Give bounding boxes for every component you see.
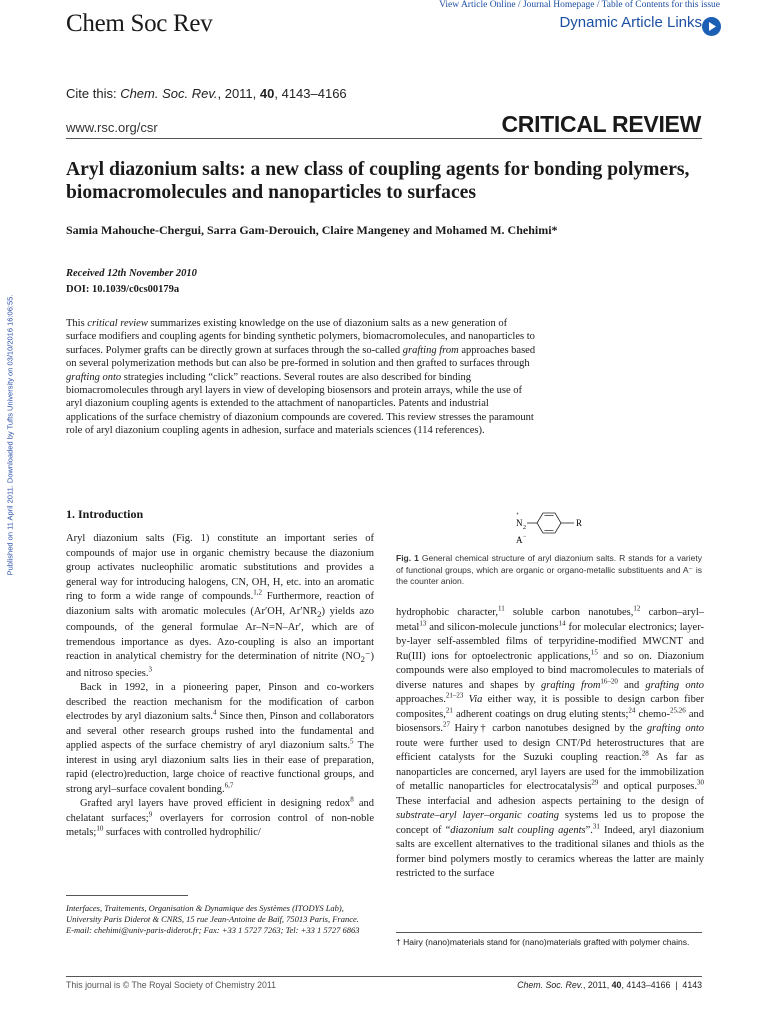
body-text: for molecular electronics; layer-by-layer self-assembled films of terpyridine-modified MWCNT and Ru(III) ions for optoelectronic applications, [396, 621, 705, 662]
intro-paragraph [66, 681, 374, 797]
journal-name: Chem Soc Rev [66, 10, 213, 37]
received-date: Received 12th November 2010 [66, 268, 197, 279]
citation-ref[interactable]: 13 [419, 619, 427, 627]
figure-1-structure [500, 508, 610, 550]
abstract-italic: critical review [87, 318, 148, 329]
copyright-notice: This journal is © The Royal Society of Chemistry 2011 [66, 980, 277, 990]
body-text: and optical purposes. [598, 781, 697, 792]
caption-text: General chemical structure of aryl diazonium salts. R stands for a variety of functional groups, which are organic or organo-metallic substituents and A⁻ is the counter anion. [396, 553, 702, 586]
author-list: Samia Mahouche-Chergui, Sarra Gam-Derouich, Claire Mangeney and Mohamed M. Chehimi* [66, 223, 558, 237]
citation-ref[interactable]: 9 [148, 810, 153, 819]
citation-ref[interactable]: 21 [445, 706, 453, 714]
charge-plus: + [516, 512, 520, 518]
page-number: 4143 [682, 980, 702, 990]
citation-ref[interactable]: 14 [558, 619, 566, 627]
citation-ref[interactable]: 11 [497, 604, 505, 613]
citation-ref[interactable]: 27 [442, 720, 450, 729]
body-text: and so on. Diazonium compounds were also employed to bind macromolecules to materials of diverse natures and shapes by [396, 650, 704, 691]
body-text: and [617, 679, 646, 691]
citation-ref[interactable]: 5 [350, 737, 354, 746]
citation-ref[interactable]: 4 [212, 708, 217, 717]
citation-ref[interactable]: 31 [592, 822, 600, 830]
abstract-italic: grafting from [402, 344, 459, 356]
abstract [66, 317, 536, 438]
citation-ref[interactable]: 24 [628, 706, 636, 714]
section-heading-introduction: 1. Introduction [66, 507, 144, 521]
body-text: adherent coatings on drug eluting stents; [452, 708, 629, 720]
n2-subscript: 2 [523, 525, 526, 531]
play-arrow-icon[interactable] [702, 17, 721, 36]
page-footer-citation [517, 980, 702, 990]
cite-pages: , 4143–4166 [274, 86, 347, 101]
body-italic: Via [463, 694, 483, 705]
body-text: Indeed, aryl diazonium salts are excellent alternatives to the traditional silanes and thiols as the former bind polymers mostly to ceramics whereas the latter are mainly restricted to the surface [396, 824, 704, 879]
article-title: Aryl diazonium salts: a new class of coupling agents for bonding polymers, biomacromolecules and nanoparticles to surfaces [66, 159, 690, 203]
body-text: route were further used to design CNT/Pd heterostructures that are efficient catalysts for the Suzuki coupling reaction. [396, 737, 704, 763]
body-italic: diazonium salt coupling agents [450, 824, 586, 836]
cite-journal: Chem. Soc. Rev. [120, 86, 218, 101]
body-italic: grafting onto [646, 723, 704, 734]
body-text: chemo- [635, 708, 670, 720]
abstract-text: approaches based on several polymerization methods but can also be pre-formed in solution and then grafted to surfaces through [66, 344, 536, 370]
r-group-label: R [576, 518, 583, 528]
subscript: 2 [360, 654, 365, 665]
dynamic-article-links[interactable]: Dynamic Article Links [559, 14, 702, 31]
top-article-links[interactable]: View Article Online / Journal Homepage / Table of Contents for this issue [439, 0, 720, 10]
dagger-footnote: † Hairy (nano)materials stand for (nano)materials grafted with polymer chains. [396, 937, 690, 947]
body-text: Aryl diazonium salts (Fig. 1) constitute an important series of compounds of major use in organic chemistry because the diazonium group activates nucleophilic aromatic substitutions and provides a general way for introducing halogens, CN, OH, H, etc. into an aromatic ring to form a wide range of compounds. [66, 533, 374, 602]
author-affiliation [66, 903, 366, 936]
body-text: As far as nanoparticles are concerned, aryl layers are used for the immobilization of metallic nanoparticles for electrocatalysis [396, 752, 704, 792]
citation-line [66, 86, 347, 101]
anion-label: A [516, 535, 523, 545]
figure-label: Fig. 1 [396, 553, 419, 563]
body-text: ⁻) and nitroso species. [66, 651, 374, 679]
body-text: overlayers for corrosion control of non-noble metals; [66, 812, 374, 839]
abstract-italic: grafting onto [66, 371, 122, 383]
abstract-text: strategies including “click” reactions. Several routes are also described for binding biomacromolecules through aryl layers in view of developing biosensors and protein arrays, while the use of aryl diazonium coupling agents is extended to the attachment of nanoparticles. Patents and industrial applications of the surface chemistry of diazonium compounds are covered. This review stresses the paramount role of aryl diazonium coupling agents in adhesion, surface and materials sciences (114 references). [66, 371, 534, 437]
citation-ref[interactable]: 12 [633, 604, 641, 613]
citation-ref[interactable]: 16–20 [600, 677, 618, 685]
footer-divider [66, 976, 702, 977]
aryl-diazonium-structure-diagram [500, 508, 610, 550]
anion-charge: − [523, 534, 527, 540]
body-text: Furthermore, reaction of diazonium salts with aromatic molecules (Ar′OH, Ar′NR [66, 591, 374, 617]
article-doi[interactable]: DOI: 10.1039/c0cs00179a [66, 284, 180, 295]
citation-ref[interactable]: 8 [350, 795, 354, 804]
affiliation-address: Interfaces, Traitements, Organisation & Dynamique des Systèmes (ITODYS Lab), University Paris Diderot & CNRS, 15 rue Jean-Antoine de Baïf, 75013 Paris, France. [66, 903, 359, 924]
cite-volume: 40 [259, 86, 275, 101]
cite-prefix: Cite this: [66, 86, 121, 101]
footer-separator: | [670, 980, 683, 990]
body-text: and biosensors. [396, 708, 704, 734]
cite-year: , 2011, [217, 86, 260, 101]
body-text: The interest in using aryl diazonium salts lies in their ease of preparation, rapid (electro)reduction, large choice of reactive functional groups, and strong aryl–surface covalent bonding. [66, 740, 374, 795]
body-text: surfaces with controlled hydrophilic/ [103, 827, 261, 839]
citation-ref[interactable]: 29 [591, 778, 599, 787]
right-column [396, 606, 704, 882]
footer-volume: 40 [611, 980, 622, 990]
body-italic: substrate–aryl layer–organic coating [396, 810, 560, 821]
body-text: systems led us to propose the concept of “ [396, 810, 704, 836]
article-type: CRITICAL REVIEW [501, 111, 701, 137]
n2-label: N [516, 518, 523, 528]
abstract-text: This [66, 318, 88, 329]
body-text: carbon–aryl–metal [396, 607, 704, 633]
body-text: and silicon-molecule junctions [426, 621, 559, 633]
body-text: Hairy† carbon nanotubes designed by the [449, 723, 647, 734]
abstract-text: summarizes existing knowledge on the use of diazonium salts as a new generation of surface modifiers and coupling agents for binding synthetic polymers, biomacromolecules, and nanoparticles to surfaces. Polymer grafts can be directly grown at surfaces through the so-called [66, 318, 535, 356]
body-text: either way, it is possible to design carbon fiber composites, [396, 694, 704, 720]
intro-paragraph [66, 797, 374, 841]
body-italic: grafting onto [645, 679, 704, 691]
download-sidebar [4, 250, 16, 620]
body-text: ) yields azo compounds, of the general formulae Ar–N=N–Ar′, which are of tremendous importance as dyes. Azo-coupling is also an important reaction in analytical chemistry for the determination of nitrite (NO [66, 605, 374, 663]
citation-ref[interactable]: 28 [641, 749, 649, 758]
body-text: Back in 1992, in a pioneering paper, Pinson and co-workers described the reaction mechanism for the modification of carbon electrodes by aryl diazonium salts. [66, 682, 374, 723]
body-italic: grafting from [540, 679, 601, 691]
footnote-divider [66, 895, 188, 896]
figure-1-caption [396, 553, 702, 588]
body-text: and chelatant surfaces; [66, 798, 374, 824]
citation-ref[interactable]: 15 [590, 648, 598, 656]
citation-ref[interactable]: 30 [697, 778, 704, 787]
body-text: Grafted aryl layers have proved efficient in designing redox [80, 798, 351, 810]
citation-ref[interactable]: 1,2 [253, 588, 262, 597]
body-text: These interfacial and adhesion aspects pertaining to the design of [396, 795, 704, 807]
body-text: approaches. [396, 694, 446, 705]
body-text: soluble carbon nanotubes, [504, 607, 634, 618]
body-text: ”. [585, 824, 593, 836]
citation-ref[interactable]: 21–23 [445, 691, 464, 700]
body-text: hydrophobic character, [396, 607, 498, 618]
citation-ref[interactable]: 3 [148, 665, 153, 674]
intro-paragraph-continued [396, 606, 704, 882]
body-text: Since then, Pinson and collaborators and several other research groups rushed into the fundamental and applied aspects of the surface chemistry of aryl diazonium salts. [66, 711, 374, 752]
dagger-footnote-divider [396, 932, 702, 933]
footer-journal: Chem. Soc. Rev. [517, 980, 583, 990]
affiliation-contact: E-mail: chehimi@univ-paris-diderot.fr; Fax: +33 1 5727 7263; Tel: +33 1 5727 6863 [66, 925, 360, 935]
intro-paragraph [66, 532, 374, 681]
download-notice: Published on 11 April 2011. Downloaded by Tufts University on 03/10/2016 16:06:55. [5, 294, 15, 576]
citation-ref[interactable]: 25,26 [669, 706, 686, 714]
footer-pages: , 4143–4166 [621, 980, 671, 990]
subscript: 2 [317, 608, 322, 619]
benzene-ring [537, 513, 561, 533]
citation-ref[interactable]: 10 [96, 824, 104, 833]
journal-url[interactable]: www.rsc.org/csr [66, 120, 158, 135]
left-column [66, 532, 374, 841]
header-divider [66, 138, 702, 139]
citation-ref[interactable]: 6,7 [224, 781, 234, 790]
footer-year: , 2011, [582, 980, 612, 990]
